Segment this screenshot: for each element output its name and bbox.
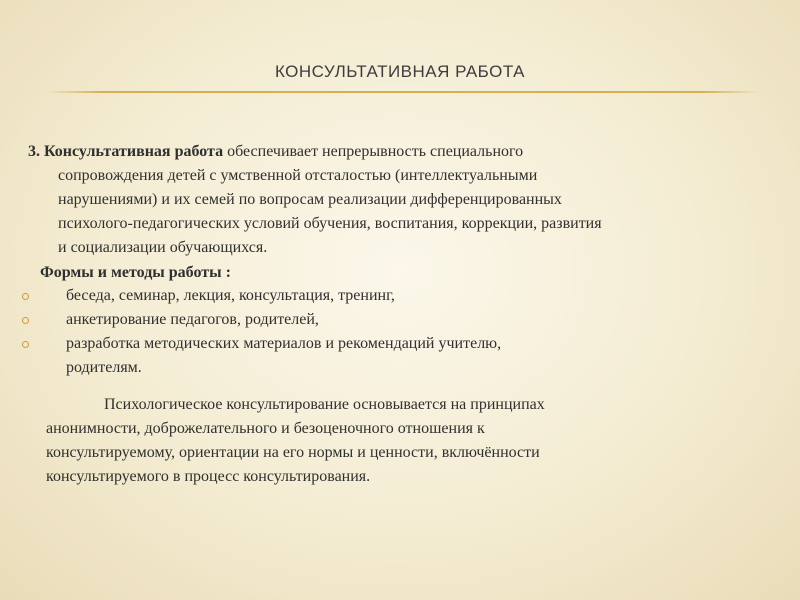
paragraph1-line1-text: обеспечивает непрерывность специального — [223, 143, 524, 160]
paragraph1-line: нарушениями) и их семей по вопросам реализации дифференцированных — [58, 191, 562, 208]
paragraph1-lead: 3. Консультативная работа — [28, 143, 224, 160]
bullet-circle-icon — [22, 293, 29, 300]
slide-title: КОНСУЛЬТАТИВНАЯ РАБОТА — [274, 62, 526, 81]
list-item-text: родителям. — [66, 359, 142, 376]
bullet-list — [0, 284, 760, 380]
paragraph1-line: и социализации обучающихся. — [58, 239, 268, 256]
list-item-text: разработка методических материалов и рекомендаций учителю, — [66, 335, 502, 352]
bullet-circle-icon — [22, 341, 29, 348]
paragraph2-line: консультируемому, ориентации на его нормы и ценности, включённости — [46, 444, 540, 461]
paragraph-psychological-counseling — [46, 393, 746, 489]
paragraph2-line: консультируемого в процесс консультирования. — [46, 468, 371, 485]
paragraph2-line: Психологическое консультирование основывается на принципах — [104, 396, 545, 413]
list-item-continuation — [0, 356, 760, 380]
title-underline — [45, 91, 760, 93]
paragraph1-line: психолого-педагогических условий обучения, воспитания, коррекции, развития — [58, 215, 602, 232]
list-item-text: анкетирование педагогов, родителей, — [66, 311, 319, 328]
bullet-circle-icon — [22, 317, 29, 324]
paragraph1-line: сопровождения детей с умственной отсталостью (интеллектуальными — [58, 167, 538, 184]
list-item — [0, 284, 760, 308]
list-item — [0, 308, 760, 332]
forms-methods-heading: Формы и методы работы : — [40, 264, 231, 281]
paragraph1-line — [28, 140, 768, 164]
paragraph-consultative-work — [28, 140, 768, 260]
list-item — [0, 332, 760, 356]
list-item-text: беседа, семинар, лекция, консультация, тренинг, — [66, 287, 395, 304]
paragraph2-line: анонимности, доброжелательного и безоценочного отношения к — [46, 420, 485, 437]
